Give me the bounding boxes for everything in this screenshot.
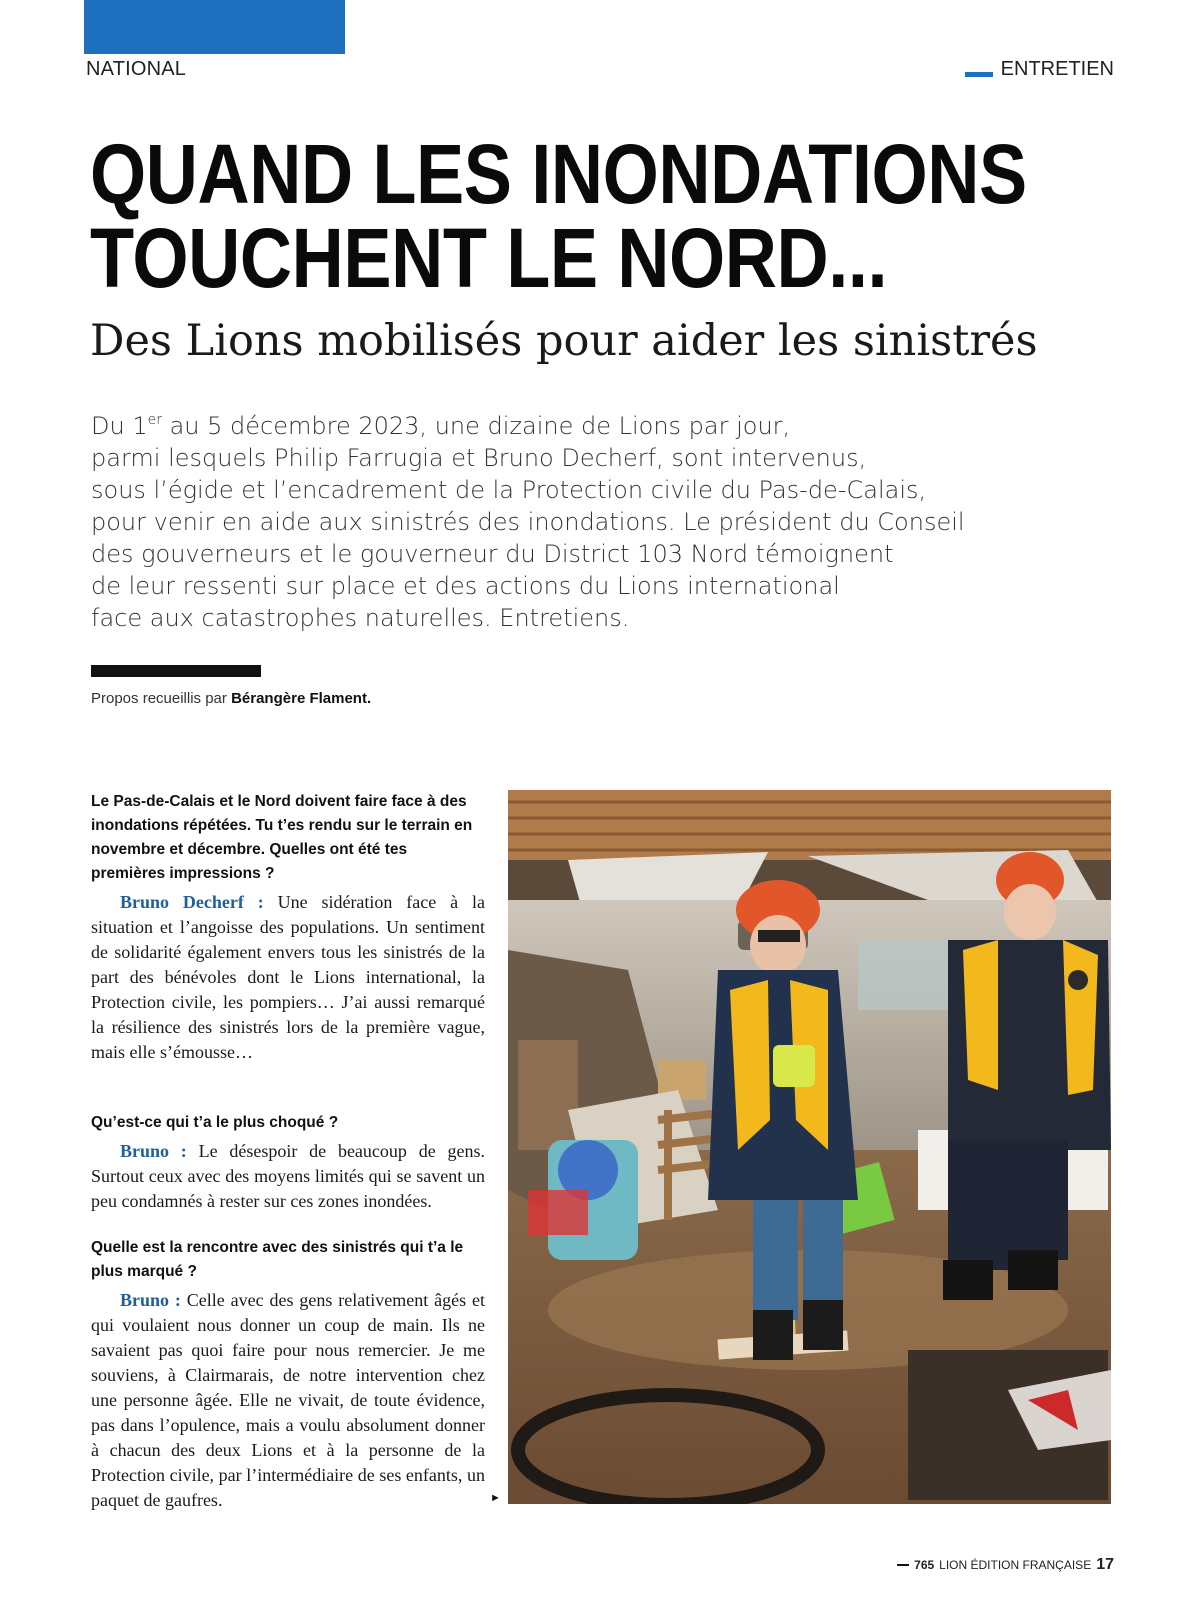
speaker-3: Bruno : xyxy=(120,1290,181,1310)
title-line-2: TOUCHENT LE NORD... xyxy=(90,211,888,305)
intro-sup: er xyxy=(147,412,162,428)
intro-line-6: de leur ressenti sur place et des actions du Lions international xyxy=(91,572,840,600)
answer-1-text: Une sidération face à la situation et l’angoisse des populations. Un sentiment de solidarité également envers tous les sinistrés de la part des bénévoles dont le Lions international, la Protection civile, les pompiers… J’ai aussi remarqué la résilience des sinistrés lors de la première vague, mais elle s’émousse… xyxy=(91,892,485,1062)
intro-line-4: pour venir en aide aux sinistrés des inondations. Le président du Conseil xyxy=(91,508,965,536)
intro-line-1-rest: au 5 décembre 2023, une dizaine de Lions par jour, xyxy=(161,412,791,440)
author-credit xyxy=(91,690,371,707)
credit-name: Bérangère Flament. xyxy=(231,690,372,707)
question-2: Qu’est-ce qui t’a le plus choqué ? xyxy=(91,1114,339,1131)
category-dash xyxy=(965,72,993,77)
publication-name: LION ÉDITION FRANÇAISE xyxy=(939,1558,1092,1572)
continue-arrow-icon: ► xyxy=(490,1492,501,1504)
answer-2-text: Le désespoir de beaucoup de gens. Surtout ceux avec des moyens limités qui se savent un peu condamnés à rester sur ces zones inondées. xyxy=(91,1141,485,1211)
speaker-1: Bruno Decherf : xyxy=(120,892,264,912)
question-1: Le Pas-de-Calais et le Nord doivent faire face à des inondations répétées. Tu t’es rendu sur le terrain en novembre et décembre. Quelles ont été tes premières impressions ? xyxy=(91,793,473,882)
issue-number: 765 xyxy=(914,1558,935,1572)
page-footer xyxy=(897,1556,1114,1574)
article-subtitle: Des Lions mobilisés pour aider les sinistrés xyxy=(90,316,1038,366)
flood-photo-illustration xyxy=(508,790,1111,1504)
intro-line-3: sous l’égide et l’encadrement de la Protection civile du Pas-de-Calais, xyxy=(91,476,927,504)
intro-line-7: face aux catastrophes naturelles. Entretiens. xyxy=(91,604,630,632)
credit-prefix: Propos recueillis par xyxy=(91,690,227,707)
article-title xyxy=(90,127,1027,305)
answer-1 xyxy=(91,890,485,1065)
top-accent-bar xyxy=(84,0,345,54)
flood-photo xyxy=(508,790,1111,1504)
answer-2 xyxy=(91,1139,485,1214)
answer-3 xyxy=(91,1288,485,1513)
article-intro xyxy=(91,410,1011,634)
title-line-1: QUAND LES INONDATIONS xyxy=(90,127,1027,221)
speaker-2: Bruno : xyxy=(120,1141,187,1161)
intro-line-5: des gouverneurs et le gouverneur du District 103 Nord témoignent xyxy=(91,540,894,568)
category-label: ENTRETIEN xyxy=(1000,58,1114,80)
section-category xyxy=(965,58,1114,81)
divider-rule xyxy=(91,665,261,677)
intro-prefix: Du 1 xyxy=(91,412,148,440)
page-number: 17 xyxy=(1096,1556,1114,1573)
intro-line-1 xyxy=(91,410,1011,442)
intro-line-2: parmi lesquels Philip Farrugia et Bruno Decherf, sont intervenus, xyxy=(91,444,867,472)
footer-dash xyxy=(897,1564,909,1566)
answer-3-text: Celle avec des gens relativement âgés et qui voulaient nous donner un coup de main. Ils ne savaient pas quoi faire pour nous remercier. Je me souviens, à Clairmarais, de notre intervention chez une personne âgée. Elle ne vivait, de toute évidence, pas dans l’opulence, mais a voulu absolument donner à chacun des deux Lions et à la personne de la Protection civile, par l’intermédiaire de ses enfants, un paquet de gaufres. xyxy=(91,1290,485,1510)
section-label: NATIONAL xyxy=(86,58,187,80)
question-3: Quelle est la rencontre avec des sinistrés qui t’a le plus marqué ? xyxy=(91,1239,464,1280)
interview-column xyxy=(91,790,485,1513)
